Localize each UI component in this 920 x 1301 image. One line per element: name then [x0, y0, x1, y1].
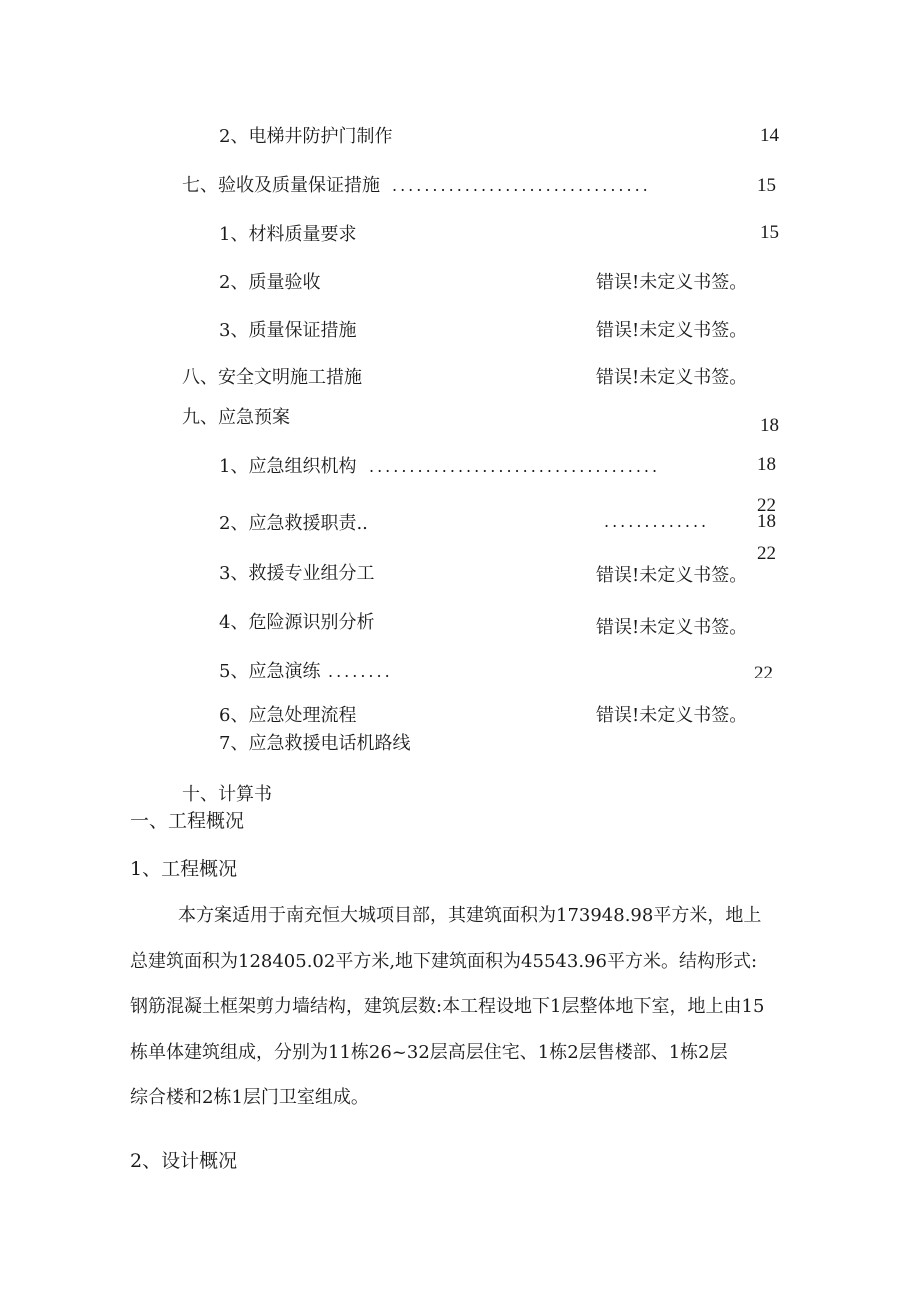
paragraph-line: 栋单体建筑组成，分别为11栋26~32层高层住宅、1栋2层售楼部、1栋2层 — [130, 1041, 728, 1063]
toc-entry-text[interactable]: 2、质量验收 — [219, 272, 321, 293]
toc-page-number: 18 — [757, 511, 776, 532]
toc-entry-text[interactable]: 3、质量保证措施 — [219, 320, 357, 341]
toc-page-number: 14 — [760, 125, 779, 146]
toc-page-number: 15 — [757, 175, 776, 196]
toc-entry-text[interactable]: 九、应急预案 — [182, 407, 290, 428]
paragraph-line: 综合楼和2栋1层门卫室组成。 — [130, 1087, 369, 1109]
toc-entry-text[interactable]: 6、应急处理流程 — [219, 705, 357, 726]
toc-dot-leader: .................................... — [369, 457, 661, 476]
toc-page-number: 18 — [760, 415, 779, 436]
section-heading: 一、工程概况 — [130, 810, 245, 832]
toc-entry-text[interactable]: 2、电梯井防护门制作 — [219, 126, 393, 147]
toc-error-text: 错误!未定义书签。 — [596, 367, 748, 388]
toc-entry-text[interactable]: 1、材料质量要求 — [219, 224, 357, 245]
toc-page-number: 18 — [757, 454, 776, 475]
toc-page-number: 22 — [754, 663, 773, 678]
toc-error-text: 错误!未定义书签。 — [596, 617, 748, 638]
toc-entry-text[interactable]: 5、应急演练 — [219, 661, 321, 682]
paragraph-line: 钢筋混凝土框架剪力墙结构，建筑层数:本工程设地下1层整体地下室，地上由15 — [130, 996, 765, 1018]
toc-entry-text[interactable]: 七、验收及质量保证措施 — [182, 175, 380, 196]
toc-page-number: 22 — [757, 495, 776, 516]
toc-error-text: 错误!未定义书签。 — [596, 565, 748, 586]
subsection-heading: 1、工程概况 — [130, 858, 238, 880]
paragraph-line: 本方案适用于南充恒大城项目部，其建筑面积为173948.98平方米，地上 — [178, 905, 762, 926]
toc-page-number: 15 — [760, 222, 779, 243]
toc-dot-leader: ............. — [604, 512, 710, 531]
toc-entry-text[interactable]: 3、救援专业组分工 — [219, 563, 375, 584]
toc-entry-text[interactable]: 7、应急救援电话机路线 — [219, 733, 411, 754]
toc-entry-text[interactable]: 十、计算书 — [182, 784, 272, 805]
toc-dot-leader: ................................ — [392, 176, 651, 195]
toc-page-number-clip — [752, 663, 792, 678]
toc-page-number: 22 — [757, 543, 776, 564]
toc-error-text: 错误!未定义书签。 — [596, 320, 748, 341]
toc-entry-text[interactable]: 4、危险源识别分析 — [219, 612, 375, 633]
toc-entry-text[interactable]: 2、应急救援职责.. — [219, 513, 368, 534]
toc-error-text: 错误!未定义书签。 — [596, 705, 748, 726]
toc-entry-text[interactable]: 八、安全文明施工措施 — [182, 367, 362, 388]
subsection-heading: 2、设计概况 — [130, 1150, 238, 1172]
body-paragraph — [130, 893, 795, 1121]
paragraph-line: 总建筑面积为128405.02平方米,地下建筑面积为45543.96平方米。结构形式: — [130, 950, 758, 972]
toc-entry-text[interactable]: 1、应急组织机构 — [219, 456, 357, 477]
toc-error-text: 错误!未定义书签。 — [596, 272, 748, 293]
toc-dot-leader: ........ — [328, 662, 393, 681]
